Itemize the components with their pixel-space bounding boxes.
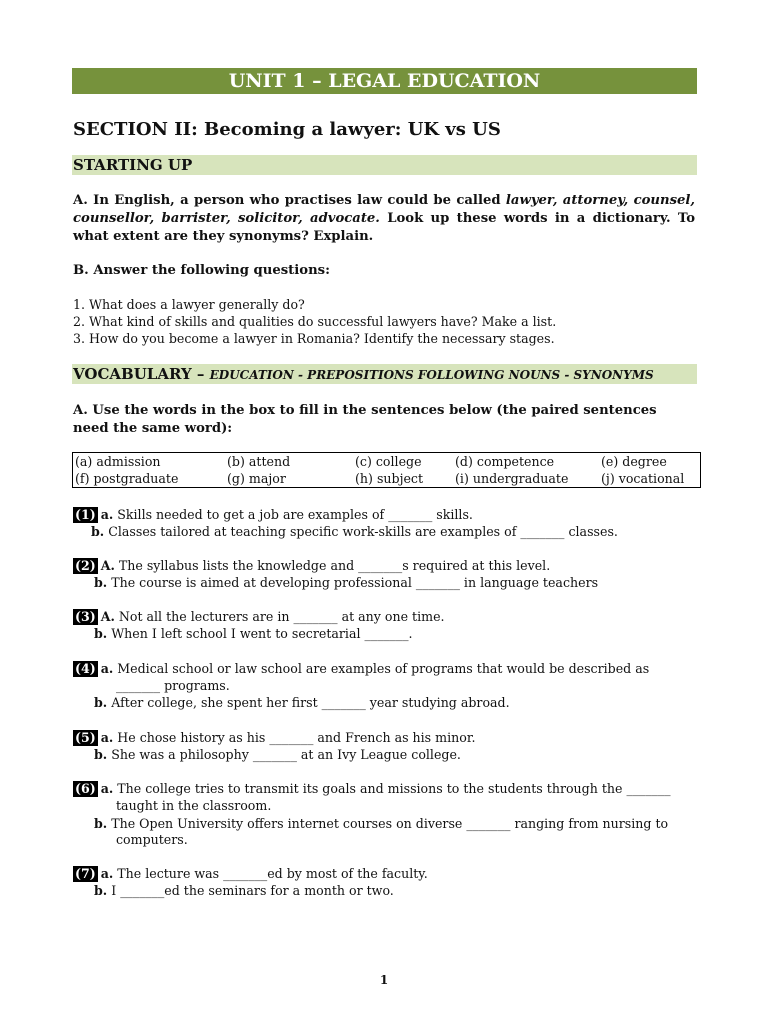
exercise-b-label: b. — [94, 695, 108, 710]
part-b-heading: B. Answer the following questions: — [73, 263, 330, 278]
exercise-b-text: After college, she spent her first _______ year studying abroad. — [111, 695, 510, 710]
word-option: (c) college — [355, 454, 422, 469]
exercise-a-text: He chose history as his _______ and French as his minor. — [117, 730, 476, 745]
word-option: (g) major — [227, 471, 286, 486]
exercise-b-text: She was a philosophy _______ at an Ivy League college. — [111, 747, 461, 762]
exercise-a-label: A. — [100, 609, 115, 624]
word-box — [72, 452, 701, 488]
exercise-b-text-cont: computers. — [116, 832, 188, 847]
question-list — [73, 296, 556, 347]
exercise-b-text: The Open University offers internet courses on diverse _______ ranging from nursing to — [111, 816, 669, 831]
exercise-a-text: The college tries to transmit its goals and missions to the students through the _______ — [117, 781, 671, 796]
exercise-a-label: a. — [100, 661, 114, 676]
exercise-number: (6) — [75, 781, 96, 796]
exercise-number: (5) — [75, 730, 96, 745]
exercise-b-label: b. — [94, 575, 108, 590]
vocabulary-title: VOCABULARY – — [73, 365, 205, 383]
word-option: (h) subject — [355, 471, 424, 486]
vocabulary-subtitle: EDUCATION - PREPOSITIONS FOLLOWING NOUNS - SYNONYMS — [209, 368, 654, 382]
exercise-b-label: b. — [91, 524, 105, 539]
exercise-a-text-cont: taught in the classroom. — [116, 798, 272, 813]
exercise-a-label: A. — [100, 558, 115, 573]
starting-up-heading: STARTING UP — [72, 155, 697, 175]
exercise-number: (4) — [75, 661, 96, 676]
exercise-number: (3) — [75, 609, 96, 624]
exercise-number: (1) — [75, 507, 96, 522]
exercise-b-text: When I left school I went to secretarial _______. — [111, 626, 413, 641]
word-option: (i) undergraduate — [455, 471, 569, 486]
word-option: (j) vocational — [601, 471, 685, 486]
question-item: 2. What kind of skills and qualities do successful lawyers have? Make a list. — [73, 314, 557, 329]
word-option: (f) postgraduate — [75, 471, 179, 486]
exercise-a-text: The lecture was _______ed by most of the faculty. — [117, 866, 428, 881]
vocabulary-instruction: A. Use the words in the box to fill in the sentences below (the paired sentences need the same word): — [73, 403, 657, 436]
part-a-tail: Look up these words in a dictionary. To what extent are they synonyms? Explain. — [73, 211, 695, 244]
word-option: (e) degree — [601, 454, 667, 469]
exercise-a-text-cont: _______ programs. — [116, 678, 230, 693]
exercise-a-label: a. — [100, 730, 114, 745]
question-item: 3. How do you become a lawyer in Romania? Identify the necessary stages. — [73, 331, 555, 346]
exercise-b-label: b. — [94, 626, 108, 641]
word-option: (a) admission — [75, 454, 161, 469]
question-item: 1. What does a lawyer generally do? — [73, 297, 305, 312]
exercise-a-text: Not all the lecturers are in _______ at any one time. — [118, 609, 445, 624]
exercise-number: (2) — [75, 558, 96, 573]
exercise-b-text: I _______ed the seminars for a month or two. — [111, 883, 394, 898]
exercise-a-text: Skills needed to get a job are examples of _______ skills. — [117, 507, 473, 522]
exercise-b-label: b. — [94, 816, 108, 831]
exercise-b-text: Classes tailored at teaching specific work-skills are examples of _______ classes. — [108, 524, 618, 539]
exercise-number: (7) — [75, 866, 96, 881]
exercise-a-label: a. — [100, 781, 114, 796]
section-title: SECTION II: Becoming a lawyer: UK vs US — [73, 119, 501, 140]
exercise-b-label: b. — [94, 883, 108, 898]
vocabulary-heading — [72, 364, 697, 384]
word-option: (d) competence — [455, 454, 555, 469]
word-option: (b) attend — [227, 454, 291, 469]
exercise-a-label: a. — [100, 507, 114, 522]
exercise-b-label: b. — [94, 747, 108, 762]
part-a-lead: A. In English, a person who practises law could be called — [73, 193, 506, 208]
exercise-a-text: Medical school or law school are examples of programs that would be described as — [117, 661, 650, 676]
unit-title: UNIT 1 – LEGAL EDUCATION — [72, 68, 697, 94]
exercise-a-label: a. — [100, 866, 114, 881]
part-a-terms: lawyer, attorney, counsel, counsellor, barrister, solicitor, advocate. — [73, 193, 695, 226]
exercise-b-text: The course is aimed at developing professional _______ in language teachers — [111, 575, 599, 590]
page-number: 1 — [379, 973, 389, 987]
exercise-a-text: The syllabus lists the knowledge and _______s required at this level. — [118, 558, 551, 573]
part-a-paragraph — [73, 192, 695, 246]
